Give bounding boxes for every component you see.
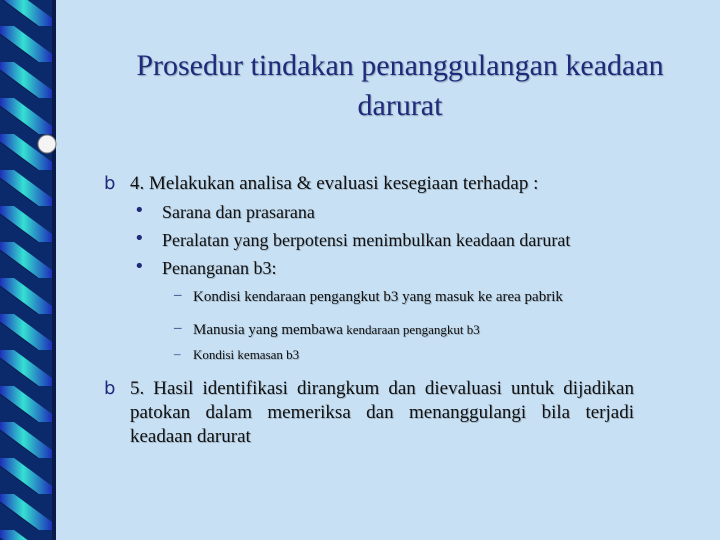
dash-item-manusia: [193, 320, 480, 340]
bullet-item-5: 5. Hasil identifikasi dirangkum dan dievaluasi untuk dijadikan patokan dalam memeriksa dan menanggulangi bila terjadi keadaan darurat: [130, 378, 634, 447]
subitem-sarana: Sarana dan prasarana: [162, 202, 315, 222]
bullet-item-4: 4. Melakukan analisa & evaluasi kesegiaan terhadap :: [130, 173, 539, 194]
subitem-penanganan: Penanganan b3:: [162, 258, 277, 278]
bullet-b-icon: b: [104, 378, 116, 399]
dash-item-kemasan: Kondisi kemasan b3: [193, 347, 300, 362]
dash-item-kondisi-kendaraan: Kondisi kendaraan pengangkut b3 yang masuk ke area pabrik: [193, 289, 563, 305]
dot-bullet-icon: •: [134, 200, 145, 221]
title-line-2: darurat: [357, 89, 443, 122]
dot-bullet-icon: •: [134, 228, 145, 249]
dash-bullet-icon: –: [174, 320, 182, 336]
binder-ring-icon: [38, 135, 56, 153]
dash-item-manusia-bold: Manusia yang membawa: [193, 322, 343, 338]
slide-title: [100, 46, 700, 126]
subitem-peralatan: Peralatan yang berpotensi menimbulkan keadaan darurat: [162, 230, 571, 250]
dash-item-manusia-rest: kendaraan pengangkut b3: [342, 322, 480, 337]
binder-decoration: [0, 0, 80, 540]
title-line-1: Prosedur tindakan penanggulangan keadaan: [136, 49, 664, 82]
dot-bullet-icon: •: [134, 256, 145, 277]
bullet-b-icon: b: [104, 173, 116, 194]
dash-bullet-icon: –: [174, 346, 181, 361]
dash-bullet-icon: –: [174, 287, 182, 303]
